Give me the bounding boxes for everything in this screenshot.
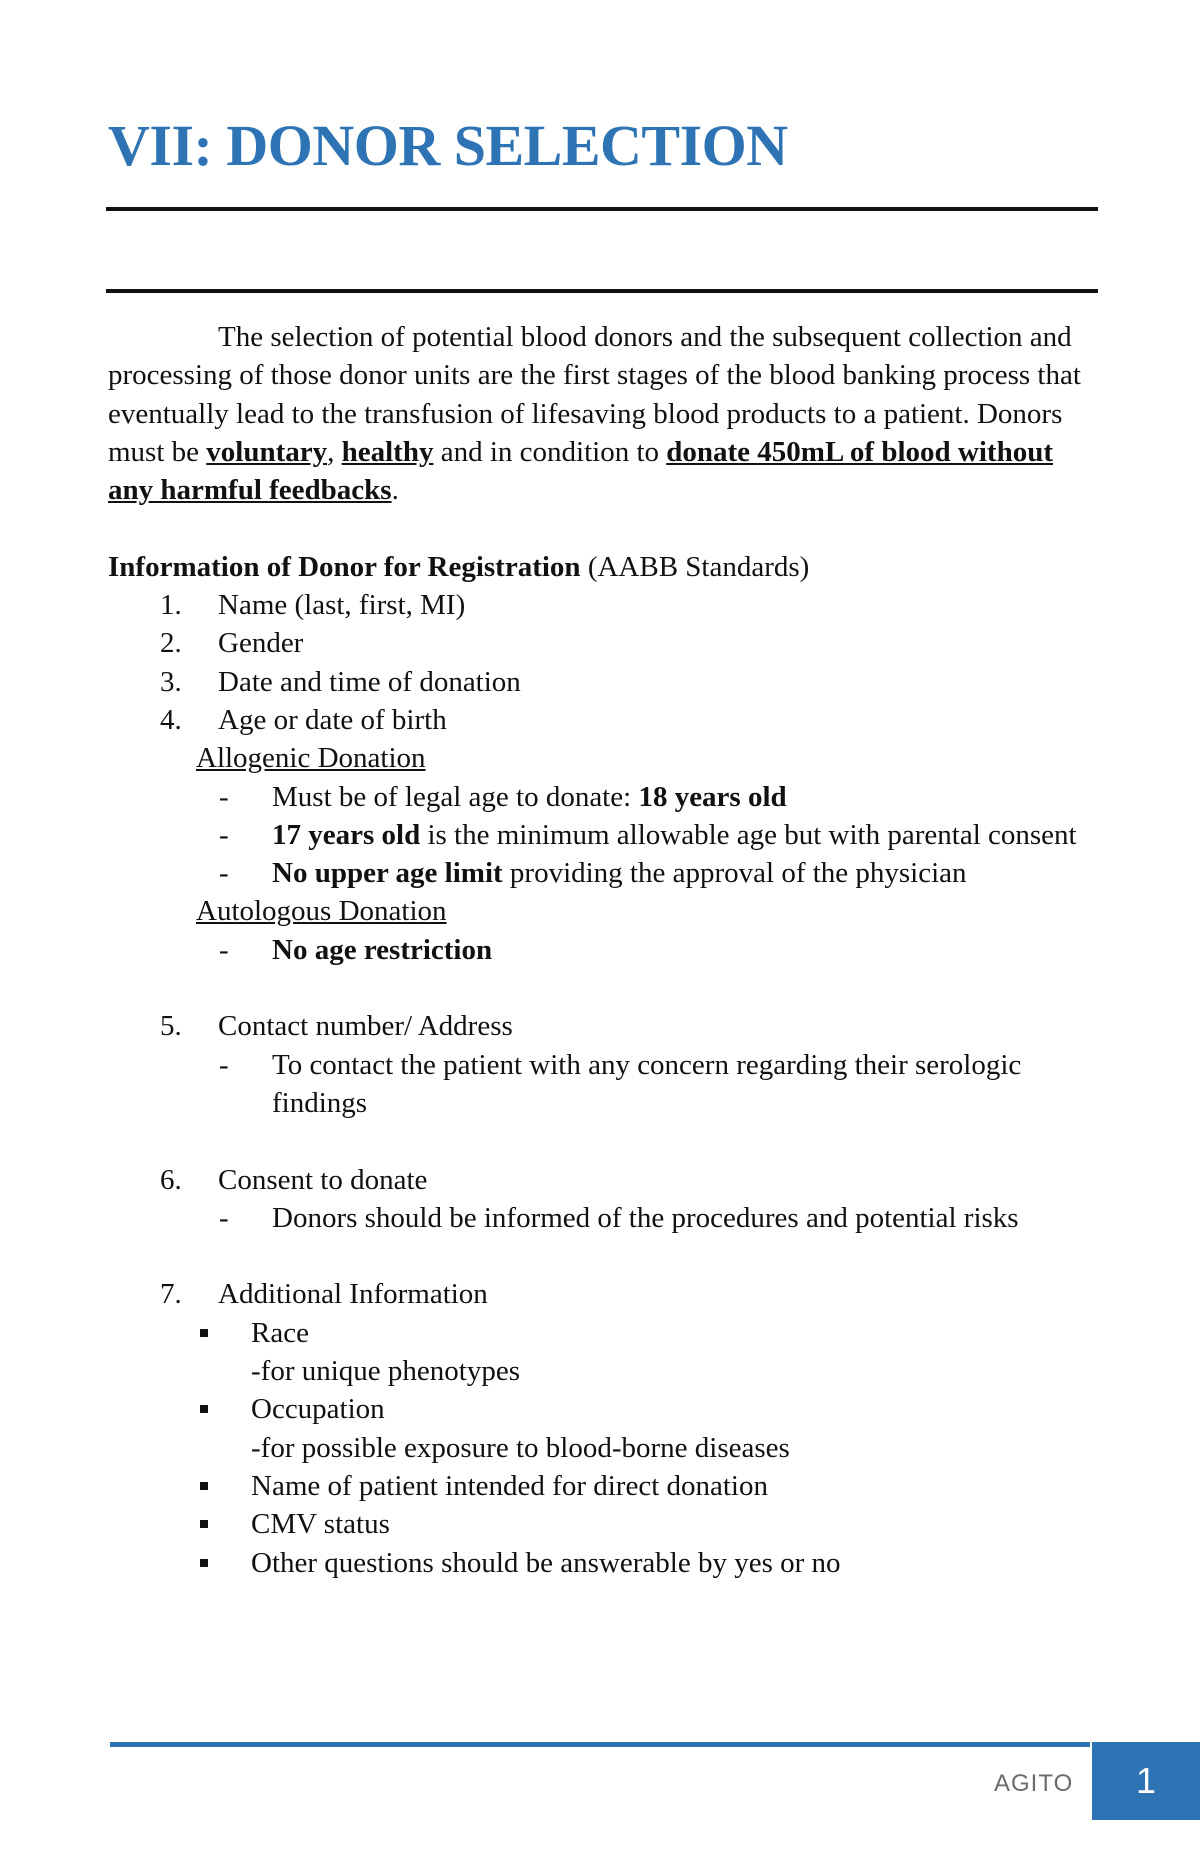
bullet-text: Race [251, 1316, 309, 1349]
dash-item [108, 1046, 1098, 1123]
dash-text-bold: 17 years old [272, 818, 421, 851]
subheading-autologous [108, 892, 1098, 930]
bullet-item-occupation [108, 1390, 1098, 1428]
list-item-text: Consent to donate [218, 1163, 428, 1196]
bullet-text: CMV status [251, 1508, 390, 1541]
subheading-text: Autologous Donation [196, 895, 447, 928]
subheading-text: Allogenic Donation [196, 742, 426, 775]
list-item-text: Additional Information [218, 1278, 488, 1311]
bullet-item-direct-donation [108, 1467, 1098, 1505]
dash-item [108, 931, 1098, 969]
section-heading-bold: Information of Donor for Registration [108, 550, 581, 583]
list-item-text: Name (last, first, MI) [218, 589, 466, 622]
list-item-text: Age or date of birth [218, 703, 447, 736]
intro-emphasis-voluntary: voluntary [206, 435, 328, 468]
list-item-additional [108, 1275, 1098, 1313]
document-body [108, 318, 1098, 1582]
list-number: 3. [160, 665, 182, 698]
dash-marker: - [219, 780, 229, 813]
dash-text-bold: No age restriction [272, 933, 493, 966]
bullet-item-other-questions [108, 1544, 1098, 1582]
dash-text: To contact the patient with any concern regarding their serologic findings [272, 1048, 1022, 1119]
list-item-date [108, 663, 1098, 701]
list-number: 1. [160, 589, 182, 622]
dash-marker: - [219, 857, 229, 890]
dash-text: Donors should be informed of the procedures and potential risks [272, 1201, 1019, 1234]
square-bullet-icon [200, 1520, 208, 1528]
title-rule-top [106, 207, 1098, 211]
list-item-contact [108, 1007, 1098, 1045]
dash-text: is the minimum allowable age but with parental consent [420, 818, 1077, 851]
list-item-text: Contact number/ Address [218, 1010, 513, 1043]
list-item-text: Date and time of donation [218, 665, 521, 698]
list-item-name [108, 586, 1098, 624]
list-item-consent [108, 1161, 1098, 1199]
bullet-note: -for possible exposure to blood-borne diseases [251, 1431, 790, 1464]
dash-marker: - [219, 933, 229, 966]
bullet-text: Name of patient intended for direct donation [251, 1469, 768, 1502]
list-number: 5. [160, 1010, 182, 1043]
page-title: VII: DONOR SELECTION [108, 113, 788, 178]
dash-item [108, 778, 1098, 816]
square-bullet-icon [200, 1329, 208, 1337]
intro-paragraph [108, 318, 1098, 509]
dash-text-bold: 18 years old [638, 780, 787, 813]
bullet-note: -for unique phenotypes [251, 1355, 520, 1388]
subheading-allogenic [108, 739, 1098, 777]
dash-marker: - [219, 1048, 229, 1081]
intro-text: , [327, 435, 342, 468]
dash-marker: - [219, 1201, 229, 1234]
dash-text: providing the approval of the physician [502, 857, 967, 890]
section-heading-standards: (AABB Standards) [580, 550, 810, 583]
footer-rule [110, 1742, 1090, 1747]
square-bullet-icon [200, 1405, 208, 1413]
list-number: 6. [160, 1163, 182, 1196]
title-rule-bottom [106, 289, 1098, 293]
section-heading [108, 548, 1098, 586]
dash-item [108, 816, 1098, 854]
intro-emphasis-healthy: healthy [341, 435, 434, 468]
dash-item [108, 1199, 1098, 1237]
bullet-item-cmv [108, 1505, 1098, 1543]
bullet-text: Occupation [251, 1393, 385, 1426]
list-item-text: Gender [218, 627, 304, 660]
list-item-gender [108, 624, 1098, 662]
intro-text: The selection of potential blood donors and the subsequent collection and processing of those donor units are the first stages of the blood banking process that eventually lead to the transfusion of lifesaving blood products to a patient. Donors must be [108, 321, 1081, 468]
list-item-age [108, 701, 1098, 739]
dash-item [108, 854, 1098, 892]
list-number: 4. [160, 703, 182, 736]
list-number: 2. [160, 627, 182, 660]
intro-text: and in condition to [433, 435, 667, 468]
intro-text: . [391, 474, 399, 507]
bullet-text: Other questions should be answerable by yes or no [251, 1546, 841, 1579]
intro-emphasis-donate: donate 450mL of blood without any harmful feedbacks [108, 435, 1053, 507]
page-number: 1 [1092, 1742, 1200, 1820]
footer-brand: AGITO [994, 1770, 1074, 1797]
square-bullet-icon [200, 1559, 208, 1567]
dash-marker: - [219, 818, 229, 851]
list-number: 7. [160, 1278, 182, 1311]
bullet-item-race [108, 1314, 1098, 1352]
dash-text: Must be of legal age to donate: [272, 780, 639, 813]
square-bullet-icon [200, 1482, 208, 1490]
dash-text-bold: No upper age limit [272, 857, 503, 890]
